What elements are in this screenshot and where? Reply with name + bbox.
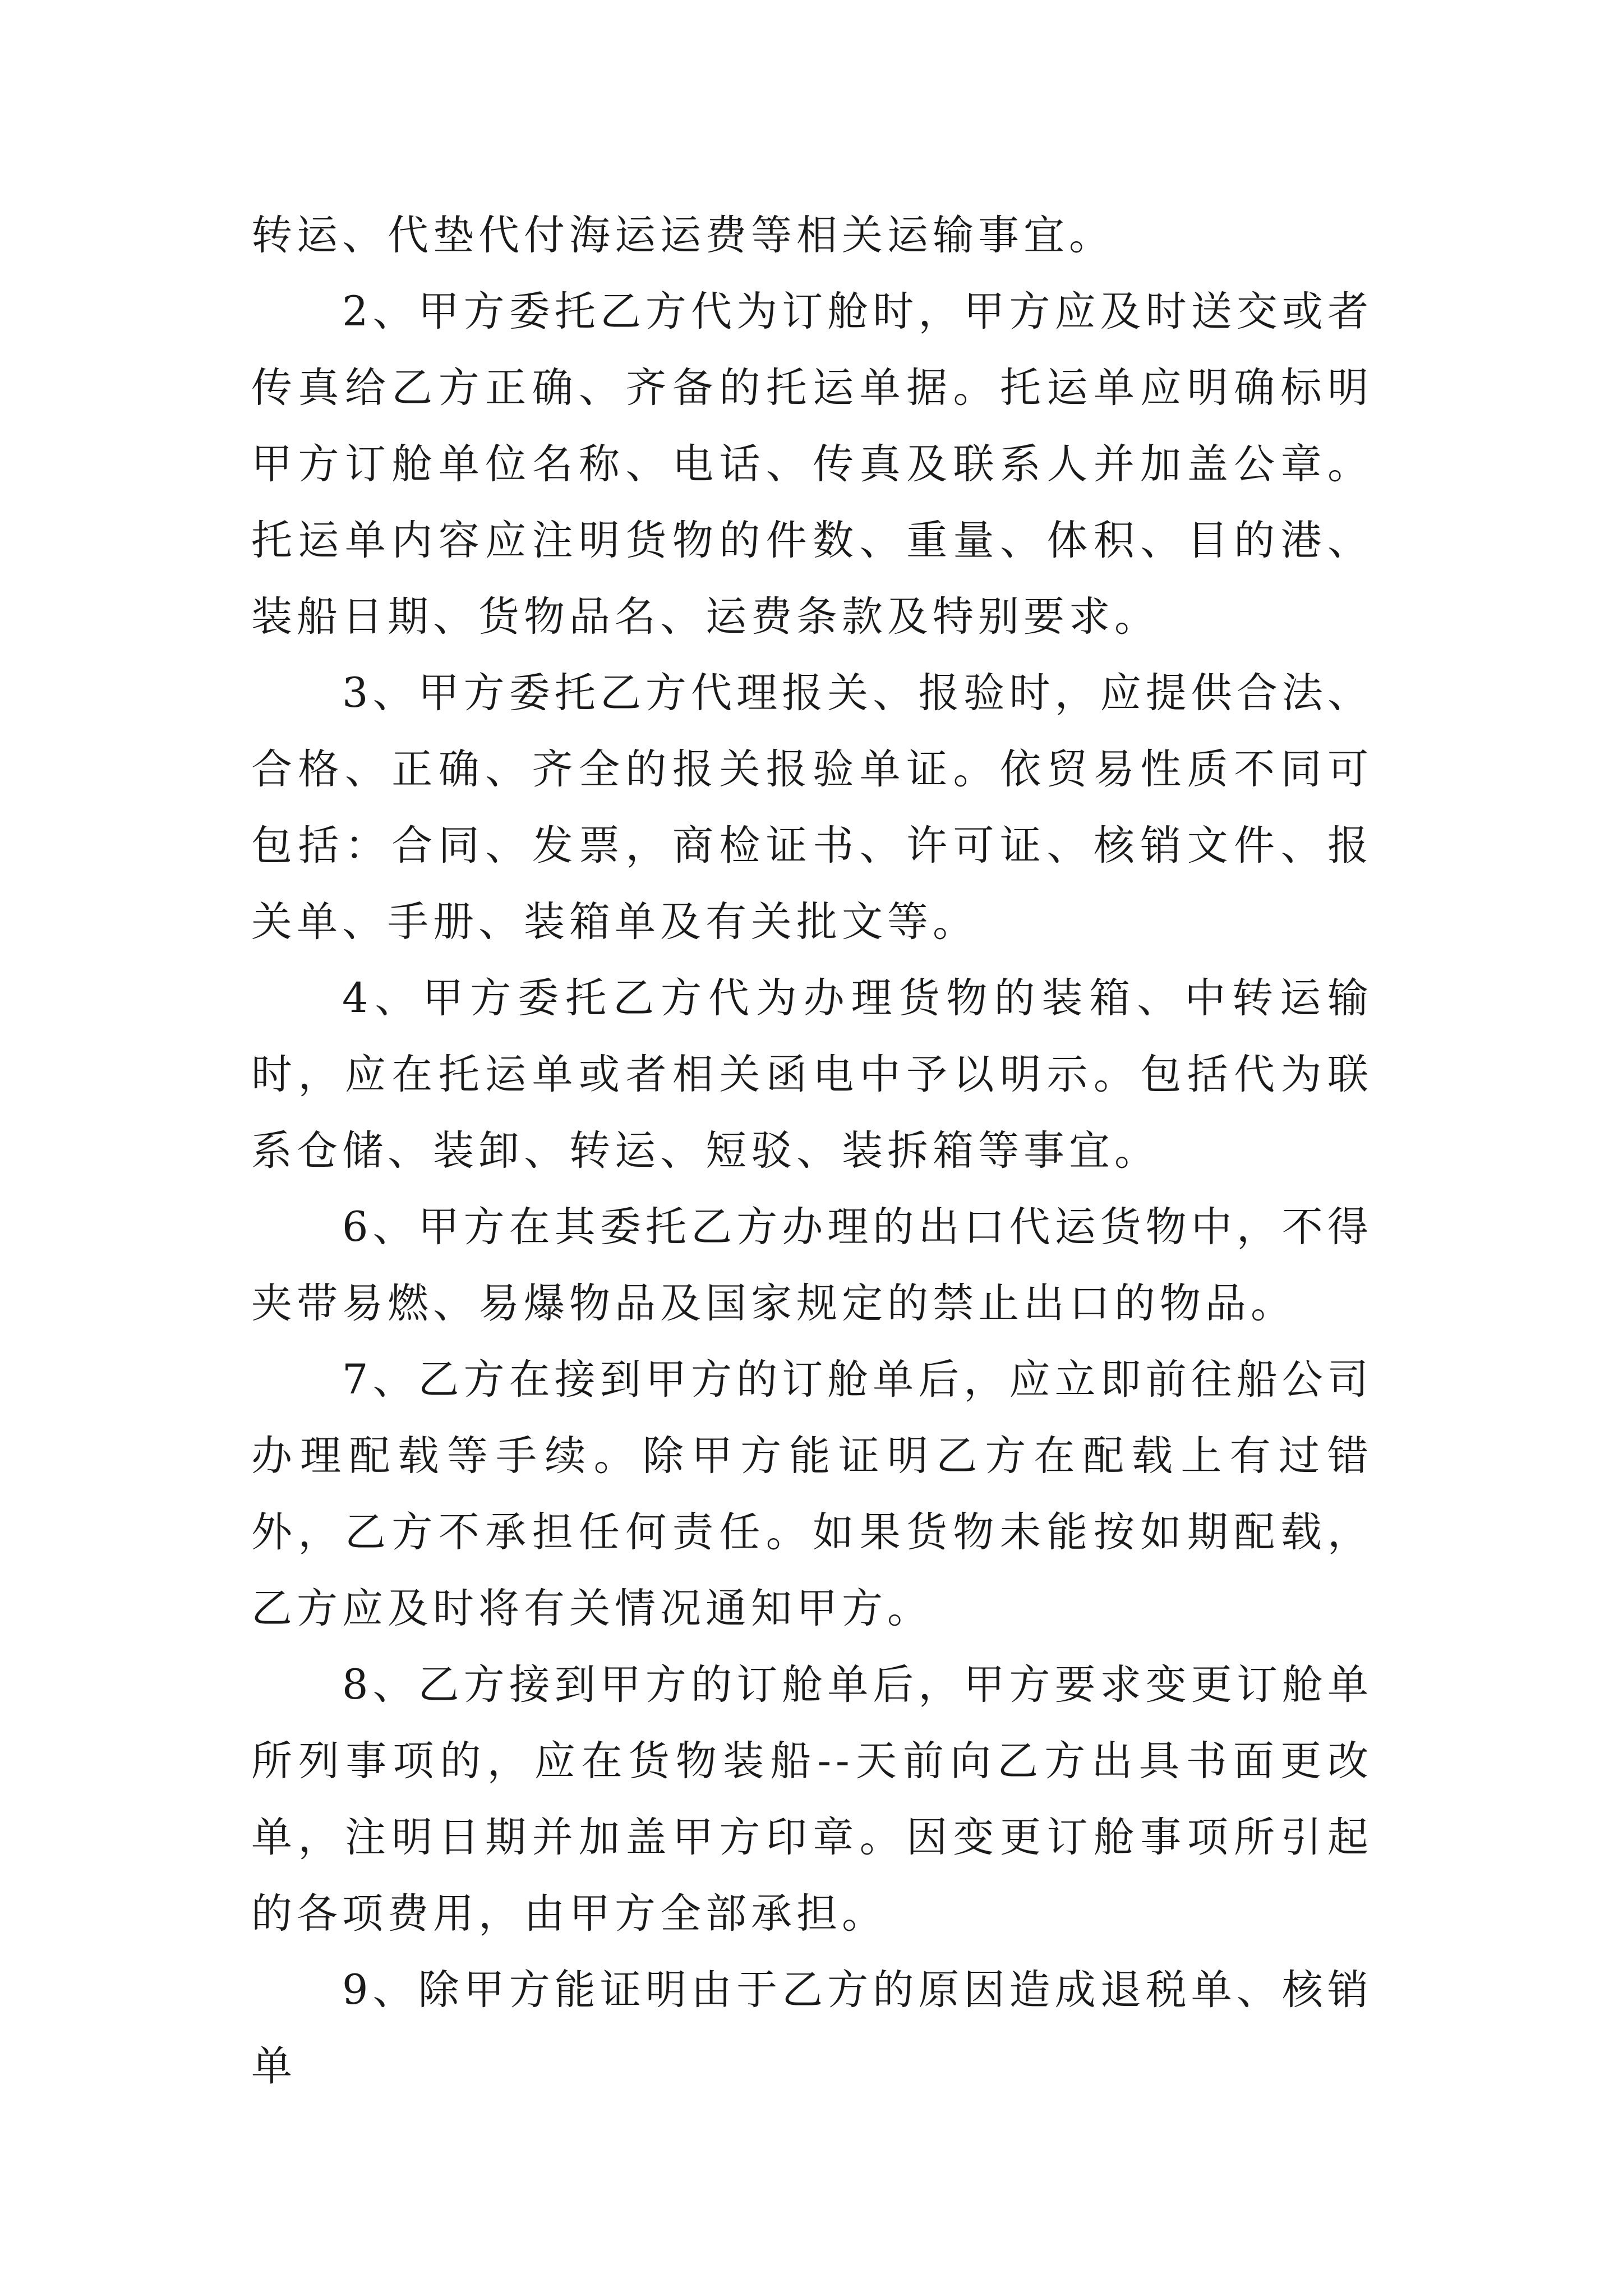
paragraph-clause-8: 8、乙方接到甲方的订舱单后，甲方要求变更订舱单所列事项的，应在货物装船--天前向乙方出具书面更改单，注明日期并加盖甲方印章。因变更订舱事项所引起的各项费用，由甲方全部承担。 (251, 1661, 1373, 1938)
paragraph-clause-6: 6、甲方在其委托乙方办理的出口代运货物中，不得夹带易燃、易爆物品及国家规定的禁止出口的物品。 (251, 1203, 1373, 1327)
paragraph-continuation: 转运、代垫代付海运运费等相关运输事宜。 (251, 211, 1114, 259)
paragraph-clause-7: 7、乙方在接到甲方的订舱单后，应立即前往船公司办理配载等手续。除甲方能证明乙方在配载上有过错外，乙方不承担任何责任。如果货物未能按如期配载，乙方应及时将有关情况通知甲方。 (251, 1356, 1373, 1632)
document-body (251, 197, 1373, 2105)
paragraph-clause-4: 4、甲方委托乙方代为办理货物的装箱、中转运输时，应在托运单或者相关函电中予以明示。包括代为联系仓储、装卸、转运、短驳、装拆箱等事宜。 (251, 974, 1373, 1175)
paragraph-clause-9: 9、除甲方能证明由于乙方的原因造成退税单、核销单 (251, 1966, 1373, 2090)
paragraph-clause-2: 2、甲方委托乙方代为订舱时，甲方应及时送交或者传真给乙方正确、齐备的托运单据。托运单应明确标明甲方订舱单位名称、电话、传真及联系人并加盖公章。托运单内容应注明货物的件数、重量、体积、目的港、装船日期、货物品名、运费条款及特别要求。 (251, 288, 1373, 641)
paragraph-clause-3: 3、甲方委托乙方代理报关、报验时，应提供合法、合格、正确、齐全的报关报验单证。依贸易性质不同可包括：合同、发票，商检证书、许可证、核销文件、报关单、手册、装箱单及有关批文等。 (251, 669, 1373, 946)
